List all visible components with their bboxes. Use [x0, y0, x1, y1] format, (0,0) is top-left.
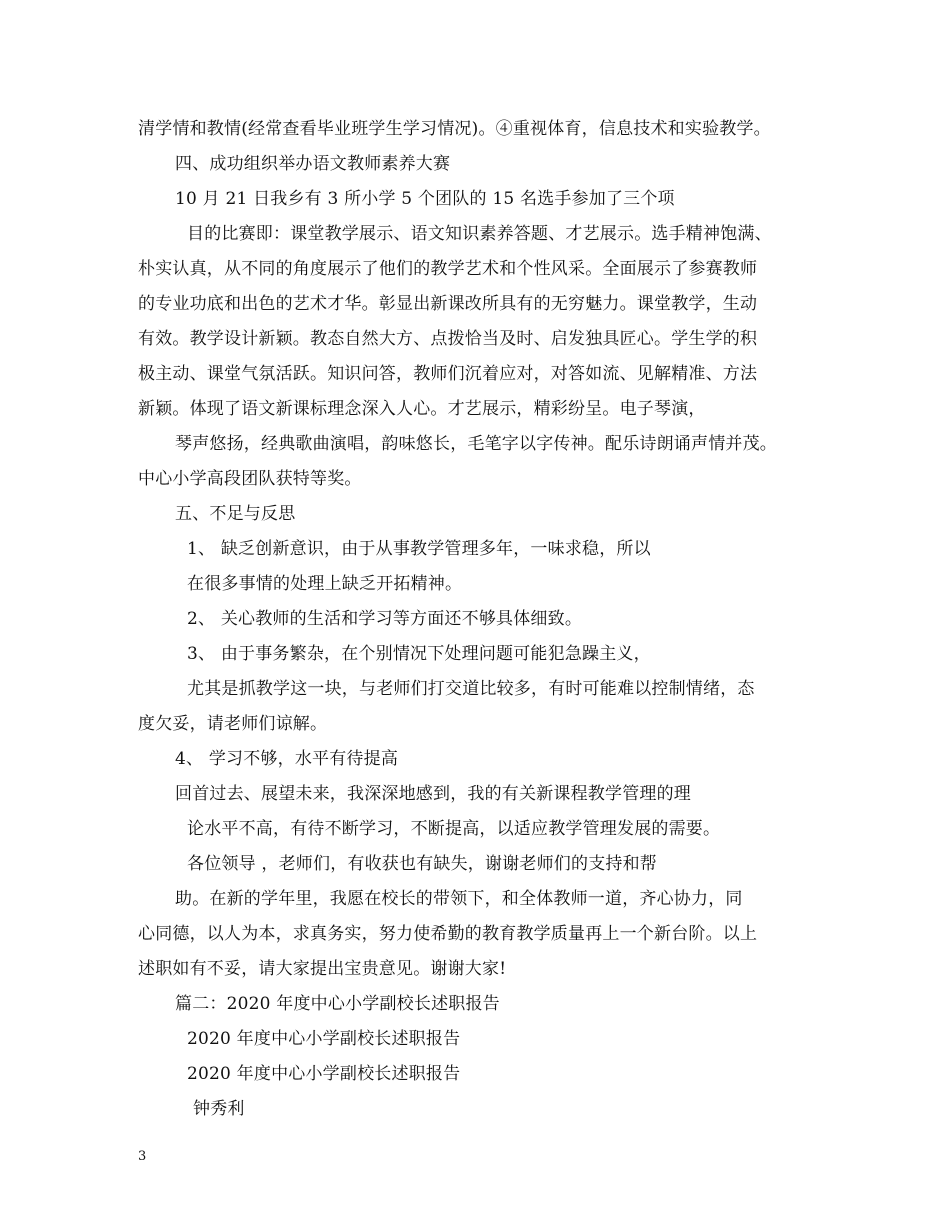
text-line: 度欠妥，请老师们谅解。 [138, 714, 328, 734]
text-line: 尤其是抓教学这一块，与老师们打交道比较多，有时可能难以控制情绪，态 [187, 679, 755, 699]
text-line: 的专业功底和出色的艺术才华。彰显出新课改所具有的无穷魅力。课堂教学，生动 [138, 294, 758, 314]
text-line: 回首过去、展望未来，我深深地感到，我的有关新课程教学管理的理 [175, 784, 691, 804]
text-line: 心同德，以人为本，求真务实，努力使希勤的教育教学质量再上一个新台阶。以上 [138, 924, 758, 944]
text-line: 论水平不高，有待不断学习，不断提高，以适应教学管理发展的需要。 [187, 819, 721, 839]
text-line: 琴声悠扬，经典歌曲演唱，韵味悠长，毛笔字以字传神。配乐诗朗诵声情并茂。 [175, 434, 777, 454]
list-item: 1、 缺乏创新意识，由于从事教学管理多年，一味求稳，所以 [187, 539, 651, 559]
report-title: 2020 年度中心小学副校长述职报告 [187, 1029, 461, 1049]
text-line: 各位领导 ，老师们，有收获也有缺失，谢谢老师们的支持和帮 [187, 854, 658, 874]
text-line: 中心小学高段团队获特等奖。 [138, 469, 362, 489]
section-heading: 篇二：2020 年度中心小学副校长述职报告 [175, 994, 500, 1014]
text-line: 10 月 21 日我乡有 3 所小学 5 个团队的 15 名选手参加了三个项 [175, 189, 675, 209]
section-heading: 五、不足与反思 [175, 504, 296, 524]
text-line: 助。在新的学年里，我愿在校长的带领下，和全体教师一道，齐心协力，同 [175, 889, 743, 909]
text-line: 在很多事情的处理上缺乏开拓精神。 [187, 574, 463, 594]
list-item: 3、 由于事务繁杂，在个别情况下处理问题可能犯急躁主义， [187, 644, 651, 664]
text-line: 述职如有不妥，请大家提出宝贵意见。谢谢大家! [138, 959, 507, 979]
section-heading: 四、成功组织举办语文教师素养大赛 [175, 154, 451, 174]
text-line: 目的比赛即：课堂教学展示、语文知识素养答题、才艺展示。选手精神饱满、 [187, 224, 772, 244]
report-title: 2020 年度中心小学副校长述职报告 [187, 1064, 461, 1084]
text-line: 清学情和教情(经常查看毕业班学生学习情况)。④重视体育，信息技术和实验教学。 [138, 119, 771, 139]
text-line: 极主动、课堂气氛活跃。知识问答，教师们沉着应对，对答如流、见解精准、方法 [138, 364, 758, 384]
list-item: 4、 学习不够，水平有待提高 [175, 749, 399, 769]
author-name: 钟秀利 [193, 1099, 245, 1119]
list-item: 2、 关心教师的生活和学习等方面还不够具体细致。 [187, 609, 583, 629]
text-line: 有效。教学设计新颖。教态自然大方、点拨恰当及时、启发独具匠心。学生学的积 [138, 329, 758, 349]
page-number: 3 [138, 1149, 147, 1164]
text-line: 新颖。体现了语文新课标理念深入人心。才艺展示，精彩纷呈。电子琴演， [138, 399, 706, 419]
text-line: 朴实认真，从不同的角度展示了他们的教学艺术和个性风采。全面展示了参赛教师 [138, 259, 758, 279]
